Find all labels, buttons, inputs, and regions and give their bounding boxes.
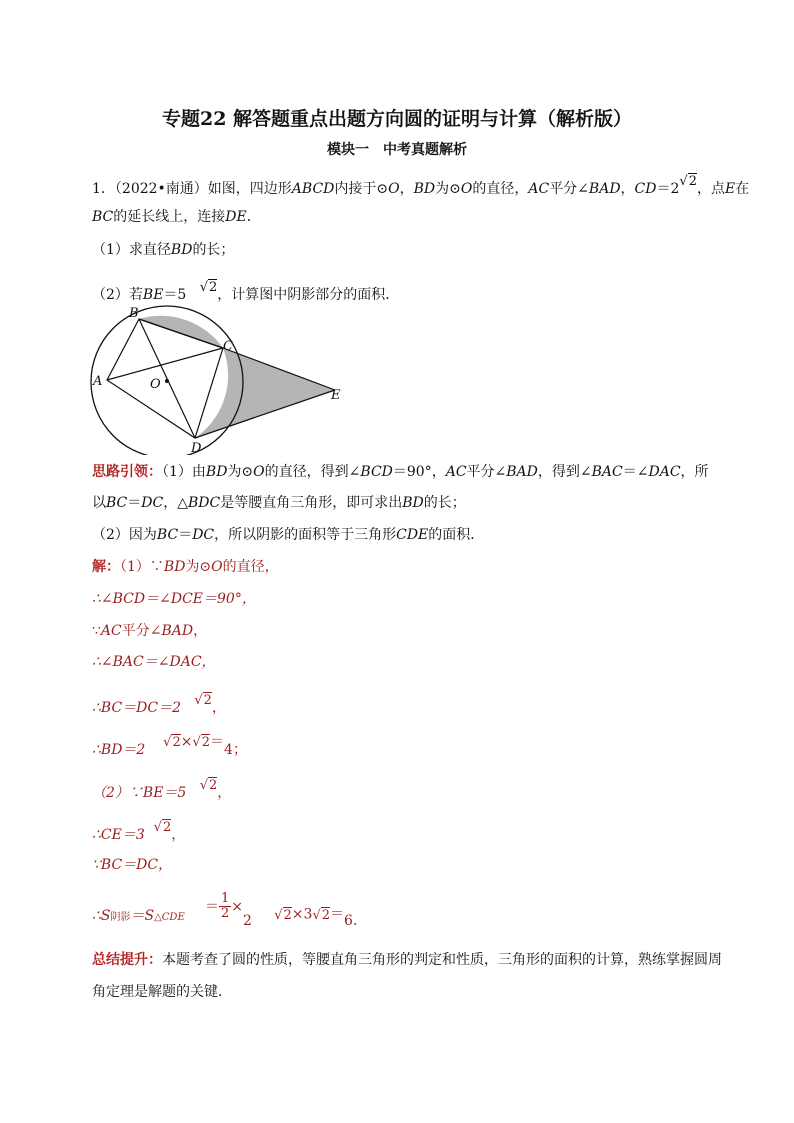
section-subtitle: 模块一 中考真题解析 (327, 142, 467, 158)
shaded-region-cde (195, 348, 335, 438)
problem-line-2: BC的延长线上，连接DE． (92, 209, 261, 225)
solution-line-9: ∵BC＝DC， (92, 857, 173, 873)
page-title: 专题22 解答题重点出题方向圆的证明与计算（解析版） (161, 108, 633, 130)
geometry-figure (85, 305, 355, 455)
summary-line-1: 总结提升：本题考查了圆的性质，等腰直角三角形的判定和性质，三角形的面积的计算，熟练掌握圆周 (92, 952, 722, 968)
label-d: D (191, 441, 202, 455)
label-a: A (93, 374, 103, 389)
solution-line-7: （2）∵BE＝5 √2， (92, 778, 232, 801)
solution-line-2: ∴∠BCD＝∠DCE＝90°， (92, 591, 256, 607)
center-point (165, 379, 169, 383)
solution-line-8: ∴CE＝3 √2， (92, 820, 186, 843)
hint-line-3: （2）因为BC＝DC，所以阴影的面积等于三角形CDE的面积． (92, 527, 485, 543)
solution-line-5: ∴BC＝DC＝2 √2， (92, 693, 226, 716)
solution-line-3: ∵AC平分∠BAD， (92, 623, 208, 639)
summary-line-2: 角定理是解题的关键． (92, 984, 232, 1000)
solution-line-1: 解：（1）∵BD为⊙O的直径， (92, 559, 279, 575)
sqrt-symbol: √2 (679, 174, 697, 189)
solution-line-6: ∴BD＝2 √2×√2＝4； (92, 734, 247, 758)
label-o: O (150, 377, 161, 392)
hint-line-2: 以BC＝DC，△BDC是等腰直角三角形，即可求出BD的长； (92, 495, 466, 511)
label-c: C (223, 339, 233, 354)
solution-line-10-formula: ＝ $\frac{1}{2}$ ×2 √2×3√2＝6． (205, 891, 367, 929)
label-e: E (331, 388, 341, 403)
fraction-half: $\frac{1}{2}$ (221, 891, 230, 921)
question-1: （1）求直径BD的长； (92, 242, 235, 258)
hint-line-1: 思路引领：（1）由BD为⊙O的直径，得到∠BCD＝90°，AC平分∠BAD，得到∠BAC＝∠DAC，所 (92, 464, 709, 480)
problem-line-1: 1．（2022•南通）如图，四边形ABCD内接于⊙O，BD为⊙O的直径，AC平分∠BAD，CD＝2√2，点E在 (92, 174, 750, 197)
sqrt-symbol: √2 (199, 280, 218, 295)
solution-line-10: ∴S阴影＝S△CDE (92, 908, 185, 924)
solution-line-4: ∴∠BAC＝∠DAC， (92, 654, 216, 670)
label-b: B (129, 306, 139, 321)
question-2: （2）若BE＝5 √2，计算图中阴影部分的面积． (92, 280, 400, 303)
